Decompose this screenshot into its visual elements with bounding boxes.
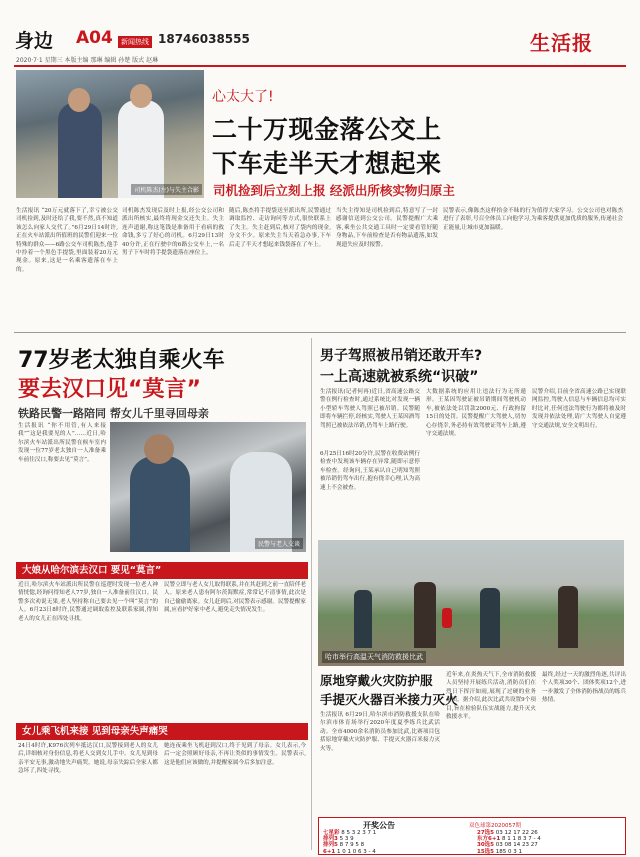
masthead-rule — [14, 65, 626, 67]
story3-title-line1: 男子驾照被吊销还敢开车? — [320, 348, 483, 364]
date-line: 2020·7·1 星期三 本版主编 那琳 编辑 孙楚 版式 赵琳 — [16, 57, 159, 64]
story1-col2: 司机陈杰发现后及时上报,经公交公司和派出所核实,最终将现金交还失主。失主连声道谢,称这笔钱是准备用于看病的救命钱,多亏了好心的司机。6月29日13时40分许,正在行驶中的6路公交车上,一名男子下车时将手提袋遗落在座位上。 — [122, 208, 224, 257]
lottery-title: 开奖公告 — [363, 821, 395, 830]
firefighter-2 — [414, 582, 436, 648]
lottery-list-left — [323, 830, 473, 855]
story4-title-line1: 原地穿戴火灾防护服 — [320, 673, 433, 688]
story2-title-line2: 要去汉口见“莫言” — [18, 377, 201, 402]
fire-extinguisher — [442, 608, 452, 628]
lottery-list-right — [477, 830, 623, 855]
masthead — [0, 0, 640, 64]
story1-photo — [16, 70, 204, 198]
story1-kicker: 心太大了! — [212, 89, 274, 105]
elderly-woman — [130, 456, 190, 552]
story4-col2: 近年来,在炎热天气下,全市消防救援人员坚持开展练兵活动,消防员们在烈日下挥汗如雨,展现了过硬的业务素质。据介绍,此次比武共设置9个项目,旨在检验队伍实战能力,提升灭火救援水平。 — [446, 672, 536, 721]
story2-bar-col1: 近日,哈尔滨火车站派出所民警在巡逻时发现一位老人神情恍惚,经询问得知老人77岁,独自一人准备前往汉口。民警多次劝说无果,老人坚持称自己要去见一个叫“莫言”的人。6月23日8时许,民警通过调取监控及联系家属,得知老人的女儿正在四处寻找。 — [18, 582, 158, 622]
story2-intro: 生活报讯 “你不用管,有人来接我”“这是我要见的人”……近日,哈尔滨火车站派出所民警在候车室内发现一位77岁老太独自一人准备乘车前往汉口,称要去见“莫言”。 — [18, 423, 106, 463]
paper-logo: 生活报 — [530, 31, 593, 55]
story2-bar2-col2: 她连夜乘坐飞机赶到汉口,终于见到了母亲。女儿表示,今后一定会照顾好母亲,不再让类似的事情发生。民警表示,这是他们应该做的,并提醒家属今后多加注意。 — [164, 743, 306, 766]
firefighter-4 — [558, 586, 578, 648]
story4-col3: 最终,经过一天的激烈角逐,共评出个人奖项30个、团体奖项12个,进一步激发了全体消防指战员的练兵热情。 — [542, 672, 626, 704]
story3-title-line2: 一上高速就被系统“识破” — [320, 369, 479, 385]
lottery-issue: 双色球第2020057期 — [469, 823, 521, 829]
officer — [230, 452, 292, 552]
story3-col2: 6月25日16时20分许,民警在收费站例行检查中发现该车辆存在异常,随即示意停车检查。经询问,王某承认自己明知驾照被吊销仍驾车出行,抱有侥幸心理,认为高速上不会被查。 — [320, 451, 420, 491]
hotline-number: 18746038555 — [158, 32, 250, 46]
story1-title-line2: 下车走半天才想起来 — [212, 149, 442, 178]
page-number: A04 — [76, 28, 113, 48]
story2-bar-col2: 民警立即与老人女儿取得联系,并在其赶到之前一直陪伴老人。原来老人患有阿尔茨海默症,常常记不清事情,此次是自己偷偷离家。女儿赶到后,对民警表示感谢。民警提醒家属,应看护好家中老人,避免走失情况发生。 — [164, 582, 306, 614]
section-name: 身边 — [15, 30, 54, 52]
story1-col1: 生活报讯 “20万元就落下了,幸亏被公交司机捡到,及时还给了我,要不然,真不知道该怎么向家人交代了。”6月29日14时许,正在火车站派出所值班的民警们迎来一位特殊的群众——6路公交车司机陈杰,他手中拎着一个黑色手提袋,里面装着20万元现金。原来,这是一名乘客遗落在车上的。 — [16, 208, 118, 273]
story1-col5: 民警表示,像陈杰这样拾金不昧的行为值得大家学习。公交公司也对陈杰进行了表彰,号召全体员工向他学习,为乘客提供更加优质的服务,传递社会正能量,让城市更加温暖。 — [443, 208, 623, 231]
lottery-item: 排列5 8 7 9 5 8 — [323, 842, 365, 849]
elderly-woman-head — [144, 434, 174, 464]
story1-title-line1: 二十万现金落公交上 — [212, 115, 442, 144]
hotline-label: 新闻热线 — [118, 36, 152, 48]
person-right-head — [130, 84, 152, 108]
story4-col1: 生活报讯 6月29日,哈尔滨市消防救援支队在哈尔滨市体育场举行2020年度夏季练兵比武活动。全市4000余名消防员参加比武,比赛项目包括原地穿戴火灾防护服、手提灭火器百米接力灭火等。 — [320, 712, 440, 752]
firefighter-1 — [354, 590, 372, 648]
story2-photo-caption: 民警与老人交谈 — [255, 538, 303, 549]
story2-bar2-col1: 24日4时许,K976次列车抵达汉口,民警接到老人的女儿后,详细核对身份信息,将老人交到女儿手中。女儿见到母亲平安无事,激动地失声痛哭。她说,母亲失踪后全家人都急坏了,四处寻找。 — [18, 743, 158, 775]
story4-photo — [318, 540, 624, 666]
story1-subtitle: 司机捡到后立刻上报 经派出所核实物归原主 — [213, 183, 455, 198]
firefighter-3 — [480, 588, 500, 648]
lottery-item: 30选5 03 08 14 23 27 — [477, 842, 538, 849]
column-divider — [311, 338, 312, 850]
lottery-item: 27选5 03 12 17 22 26 — [477, 830, 538, 836]
person-left — [58, 102, 102, 198]
lottery-item: 七星彩 8 5 3 2 3 7 1 — [323, 830, 377, 836]
story1-col4: 当失主得知是司机捡到后,特意写了一封感谢信送到公交公司。民警提醒广大乘客,乘坐公共交通工具时一定要看管好随身物品,下车前检查是否有物品遗落,如发现遗失应及时报警。 — [336, 208, 438, 248]
story2-photo — [110, 422, 306, 552]
story1-col3: 随后,陈杰将手提袋送至派出所,民警通过调取监控、走访询问等方式,很快联系上了失主。失主赶到后,核对了袋内的现金,分文不少。原来失主当天着急办事,下车后走了半天才想起来钱袋落在了车上。 — [229, 208, 331, 248]
story2-subtitle: 铁路民警一路陪同 帮女儿千里寻回母亲 — [18, 407, 209, 420]
lottery-item: 东方6+1 8 1 1 8 3 7 - 4 — [477, 836, 541, 843]
story4-title-line2: 手提灭火器百米接力灭火 — [320, 692, 458, 707]
story2-title-line1: 77岁老太独自乘火车 — [18, 348, 225, 373]
section-divider-1 — [14, 332, 626, 333]
story2-bar2-title: 女儿乘飞机来接 见到母亲失声痛哭 — [16, 723, 308, 740]
story4-photo-caption: 哈市举行高温天气消防救援比武 — [322, 651, 426, 663]
story2-bar-title: 大娘从哈尔滨去汉口 要见“莫言” — [16, 562, 308, 579]
lottery-box — [318, 817, 626, 855]
story1-photo-caption: 司机陈杰(左)与失主合影 — [131, 184, 202, 195]
person-left-head — [68, 88, 90, 112]
story3-col1: 生活报讯(记者何再)近日,省高速公路交警在例行检查时,通过系统比对发现一辆小型轿车驾驶人驾照已被吊销。民警随即将车辆拦停,经核实,驾驶人王某因酒驾驾照已被依法吊销,仍驾车上路行驶。 — [320, 389, 420, 429]
story3-col3: 大数据系统的应用让违法行为无所遁形。王某因驾驶证被吊销期间驾驶机动车,被依法处以罚款2000元、行政拘留15日的处罚。民警提醒广大驾驶人,切勿心存侥幸,务必持有效驾驶证驾车上路,遵守交通法规。 — [426, 389, 526, 438]
lottery-item: 排列3 5 3 9 — [323, 836, 354, 843]
lottery-item: 6+1 1 0 1 0 6 3 - 4 — [323, 848, 376, 855]
lottery-item: 15选5 185 0 3 1 — [477, 848, 522, 855]
story3-col4: 民警介绍,目前全省高速公路已实现联网监控,驾驶人信息与车辆信息均可实时比对,任何违法驾驶行为都将被及时发现并依法处理,请广大驾驶人自觉遵守交通法规,安全文明出行。 — [532, 389, 626, 429]
